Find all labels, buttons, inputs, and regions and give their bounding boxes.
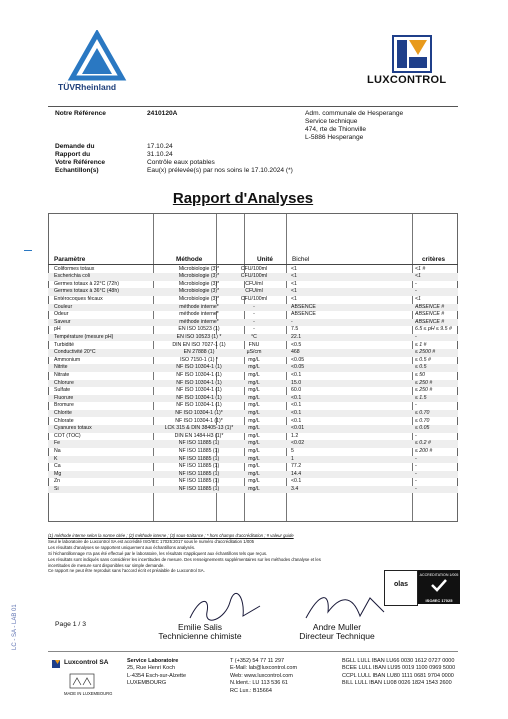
bank-line: BILL LULL IBAN LU08 0026 1824 1543 2600 bbox=[342, 680, 452, 687]
cell-value: <0.05 bbox=[291, 364, 305, 371]
table-row bbox=[48, 349, 458, 357]
cell-methode: DIN EN ISO 7027-1 (1) bbox=[172, 341, 226, 348]
cell-unite: mg/L bbox=[248, 425, 260, 432]
cell-parametre: COT (TOC) bbox=[54, 432, 81, 439]
cell-critere: ABSENCE # bbox=[415, 318, 445, 325]
olas-text: olas bbox=[393, 581, 408, 588]
cell-value: ABSENCE bbox=[291, 311, 316, 318]
cell-parametre: Zn bbox=[54, 478, 61, 485]
cell-critere: ≤ 0.2 # bbox=[415, 440, 431, 447]
accreditation-text: ACCREDITATION 1/005 bbox=[419, 573, 459, 577]
cell-critere: ≤ 1.5 bbox=[415, 394, 427, 401]
cell-parametre: Germes totaux à 22°C (72h) bbox=[54, 280, 119, 287]
cell-parametre: Conductivité 20°C bbox=[54, 349, 96, 356]
cell-methode: NF ISO 11885 (1) bbox=[178, 470, 220, 477]
cell-critere: ≤ 2500 # bbox=[415, 349, 436, 356]
bank-line: BCEE LULL IBAN LU95 0019 1100 0969 5000 bbox=[342, 665, 456, 672]
rapport-value: 31.10.24 bbox=[147, 151, 173, 158]
cell-parametre: K bbox=[54, 455, 58, 462]
cell-critere: ≤ 0.70 bbox=[415, 417, 430, 424]
cell-unite: mg/L bbox=[248, 447, 260, 454]
cell-methode: NF ISO 11885 (1) bbox=[178, 463, 220, 470]
cell-critere: - bbox=[415, 288, 417, 295]
check-icon bbox=[418, 577, 460, 593]
table-row bbox=[48, 380, 458, 388]
contact-line: Web: www.luxcontrol.com bbox=[230, 672, 293, 679]
cell-unite: CFU/ml bbox=[245, 288, 263, 295]
cell-methode: Microbiologie (3)* bbox=[178, 288, 220, 295]
cell-methode: Microbiologie (3)* bbox=[178, 280, 220, 287]
table-row bbox=[48, 342, 458, 350]
cell-methode: NF ISO 11885 (1) bbox=[178, 485, 220, 492]
echantillons-value: Eau(x) prélevée(s) par nos soins le 17.10.2024 (*) bbox=[147, 167, 293, 174]
cell-parametre: Chlorate bbox=[54, 417, 74, 424]
cell-critere: ABSENCE # bbox=[415, 311, 445, 318]
cell-critere: - bbox=[415, 455, 417, 462]
cell-critere: <1 bbox=[415, 295, 421, 302]
cell-value: 22.1 bbox=[291, 333, 302, 340]
cell-unite: mg/L bbox=[248, 364, 260, 371]
cell-value: - bbox=[291, 318, 293, 325]
cell-value: ABSENCE bbox=[291, 303, 316, 310]
notre-reference-value: 2410120A bbox=[147, 110, 178, 117]
cell-unite: mg/L bbox=[248, 440, 260, 447]
votre-reference-value: Contrôle eaux potables bbox=[147, 159, 215, 166]
cell-value: <1 bbox=[291, 265, 297, 272]
cell-critere: ≤ 250 # bbox=[415, 387, 433, 394]
table-row bbox=[48, 296, 458, 304]
cell-critere: ABSENCE # bbox=[415, 303, 445, 310]
vertical-reference: LC - SA - LAB 01 bbox=[12, 604, 18, 650]
table-row bbox=[48, 402, 458, 410]
table-row bbox=[48, 395, 458, 403]
address-line: Service technique bbox=[305, 118, 358, 125]
cell-methode: ISO 7150-1 (1) * bbox=[180, 356, 218, 363]
contact-line: RC Lux.: B15664 bbox=[230, 687, 272, 694]
table-row bbox=[48, 364, 458, 372]
cell-parametre: Coliformes totaux bbox=[54, 265, 95, 272]
cell-parametre: Sulfate bbox=[54, 387, 71, 394]
table-row bbox=[48, 266, 458, 274]
note-line: Les résultats sont indiqués sans considérer les incertitudes de mesure. Des renseignements supplémentaires sur les méthodes d'analyse et les bbox=[48, 556, 321, 562]
cell-methode: NF ISO 10304-1 (1) bbox=[176, 402, 222, 409]
table-row bbox=[48, 463, 458, 471]
signature-muller bbox=[300, 590, 390, 624]
header-methode: Méthode bbox=[176, 256, 203, 263]
cell-methode: NF ISO 11885 (1) bbox=[178, 455, 220, 462]
cell-unite: FNU bbox=[248, 341, 260, 348]
votre-reference-label: Votre Référence bbox=[55, 159, 106, 166]
cell-critere: ≤ 200 # bbox=[415, 447, 433, 454]
cell-unite: mg/L bbox=[248, 356, 260, 363]
demande-label: Demande du bbox=[55, 143, 95, 150]
cell-parametre: Fluorure bbox=[54, 394, 74, 401]
cell-methode: NF ISO 10304-1 (1) bbox=[176, 394, 222, 401]
cell-unite: mg/L bbox=[248, 402, 260, 409]
note-line: Les résultats d'analyses se rapportent uniquement aux échantillons analysés. bbox=[48, 544, 196, 550]
footer-divider bbox=[48, 651, 458, 652]
signature-salis bbox=[185, 592, 265, 624]
cell-value: <0.5 bbox=[291, 341, 302, 348]
cell-unite: mg/L bbox=[248, 478, 260, 485]
address-line: L-5886 Hesperange bbox=[305, 134, 364, 141]
cell-unite: - bbox=[253, 303, 255, 310]
cell-unite: mg/L bbox=[248, 455, 260, 462]
cell-unite: - bbox=[253, 318, 255, 325]
cell-parametre: Cyanures totaux bbox=[54, 425, 92, 432]
cell-parametre: Bromure bbox=[54, 402, 74, 409]
cell-parametre: Nitrite bbox=[54, 364, 68, 371]
lab-line: L-4354 Esch-sur-Alzette bbox=[127, 672, 186, 679]
cell-critere: 6.5 ≤ pH ≤ 9.5 # bbox=[415, 326, 452, 333]
cell-unite: CFU/100ml bbox=[240, 265, 268, 272]
cell-critere: ≤ 0.70 bbox=[415, 409, 430, 416]
table-row bbox=[48, 281, 458, 289]
table-row bbox=[48, 456, 458, 464]
table-row bbox=[48, 326, 458, 334]
table-row bbox=[48, 471, 458, 479]
cell-methode: méthode interne* bbox=[179, 303, 219, 310]
table-row bbox=[48, 304, 458, 312]
address-line: Adm. communale de Hesperange bbox=[305, 110, 404, 117]
cell-value: <0.1 bbox=[291, 417, 302, 424]
echantillons-label: Echantillon(s) bbox=[55, 167, 99, 174]
table-row bbox=[48, 357, 458, 365]
cell-value: <0.1 bbox=[291, 371, 302, 378]
table-row bbox=[48, 372, 458, 380]
header-divider bbox=[48, 106, 458, 107]
cell-methode: EN ISO 10523 (1) bbox=[178, 326, 220, 333]
table-row bbox=[48, 418, 458, 426]
cell-value: <0.1 bbox=[291, 402, 302, 409]
cell-unite: mg/L bbox=[248, 394, 260, 401]
table-row bbox=[48, 288, 458, 296]
cell-unite: mg/L bbox=[248, 379, 260, 386]
cell-methode: Microbiologie (3)* bbox=[178, 295, 220, 302]
cell-parametre: Entérocoques fécaux bbox=[54, 295, 103, 302]
cell-value: <1 bbox=[291, 280, 297, 287]
cell-unite: mg/L bbox=[248, 387, 260, 394]
demande-value: 17.10.24 bbox=[147, 143, 173, 150]
address-line: 474, rte de Thionville bbox=[305, 126, 367, 133]
table-row bbox=[48, 410, 458, 418]
cell-methode: NF ISO 10304-1 (1)* bbox=[175, 417, 223, 424]
cell-unite: mg/L bbox=[248, 432, 260, 439]
header-unite: Unité bbox=[257, 256, 273, 263]
luxcontrol-logo bbox=[392, 35, 432, 73]
cell-methode: NF ISO 11885 (1) bbox=[178, 478, 220, 485]
cell-parametre: Germes totaux à 36°C (48h) bbox=[54, 288, 119, 295]
cell-unite: - bbox=[253, 311, 255, 318]
cell-value: 1.2 bbox=[291, 432, 299, 439]
cell-unite: mg/L bbox=[248, 371, 260, 378]
signatory-name: Emilie Salis bbox=[178, 622, 222, 632]
page-number: Page 1 / 3 bbox=[55, 621, 86, 628]
cell-value: 5 bbox=[291, 447, 294, 454]
cell-methode: méthode interne* bbox=[179, 318, 219, 325]
report-title: Rapport d'Analyses bbox=[172, 190, 314, 207]
cell-value: <0.1 bbox=[291, 394, 302, 401]
cell-methode: NF ISO 11885 (1) bbox=[178, 447, 220, 454]
report-notes bbox=[48, 533, 348, 574]
cell-parametre: Na bbox=[54, 447, 61, 454]
table-row bbox=[48, 478, 458, 486]
lab-title: Service Laboratoire bbox=[127, 658, 179, 664]
cell-critere: - bbox=[415, 485, 417, 492]
cell-value: 14.4 bbox=[291, 470, 302, 477]
cell-critere: <1 # bbox=[415, 265, 426, 272]
cell-methode: EN 27888 (1) bbox=[183, 349, 215, 356]
cell-parametre: Saveur bbox=[54, 318, 71, 325]
cell-critere: - bbox=[415, 333, 417, 340]
note-line: Ce rapport ne peut être reproduit sans l'accord écrit et préalable de Luxcontrol SA. bbox=[48, 568, 205, 574]
cell-methode: NF ISO 10304-1 (1) bbox=[176, 379, 222, 386]
cell-critere: - bbox=[415, 402, 417, 409]
table-row bbox=[48, 319, 458, 327]
cell-unite: mg/L bbox=[248, 485, 260, 492]
cell-critere: - bbox=[415, 280, 417, 287]
table-row bbox=[48, 387, 458, 395]
cell-critere: - bbox=[415, 478, 417, 485]
cell-parametre: Mg bbox=[54, 470, 62, 477]
cell-value: 1 bbox=[291, 455, 294, 462]
bank-line: CCPL LULL IBAN LU80 1111 0681 9704 0000 bbox=[342, 672, 454, 679]
signatory-name: Andre Muller bbox=[312, 622, 362, 632]
cell-methode: NF ISO 10304-1 (1) bbox=[176, 371, 222, 378]
cell-unite: mg/L bbox=[248, 463, 260, 470]
cell-methode: méthode interne* bbox=[179, 311, 219, 318]
lux-brand: LUXCONTROL bbox=[367, 74, 447, 86]
recipient-address bbox=[305, 110, 403, 142]
signatory-role: Directeur Technique bbox=[299, 631, 375, 641]
cell-value: 77.2 bbox=[291, 463, 302, 470]
cell-critere: ≤ 0.05 bbox=[415, 425, 430, 432]
cell-methode: DIN EN 1484-H3 (1)* bbox=[174, 432, 224, 439]
cell-unite: CFU/100ml bbox=[240, 273, 268, 280]
cell-value: <0.01 bbox=[291, 425, 305, 432]
table-row bbox=[48, 334, 458, 342]
table-row bbox=[48, 440, 458, 448]
bank-line: BGLL LULL IBAN LU66 0030 1612 0727 0000 bbox=[342, 658, 455, 664]
contact-line: N.Ident.: LU 113 536 61 bbox=[230, 680, 288, 687]
contact-line: E-Mail: lab@luxcontrol.com bbox=[230, 665, 298, 672]
cell-unite: mg/L bbox=[248, 409, 260, 416]
cell-unite: CFU/ml bbox=[245, 280, 263, 287]
cell-value: 7.5 bbox=[291, 326, 299, 333]
lab-contact bbox=[230, 658, 297, 695]
cell-value: 3.4 bbox=[291, 485, 299, 492]
cell-methode: Microbiologie (3)* bbox=[178, 265, 220, 272]
cell-parametre: Si bbox=[54, 485, 59, 492]
table-row bbox=[48, 311, 458, 319]
rapport-label: Rapport du bbox=[55, 151, 91, 158]
cell-value: <0.1 bbox=[291, 409, 302, 416]
cell-critere: - bbox=[415, 432, 417, 439]
lab-line: LUXEMBOURG bbox=[127, 680, 167, 687]
luxcontrol-square-icon bbox=[52, 660, 60, 668]
bank-details bbox=[342, 658, 455, 688]
made-in-luxembourg-icon bbox=[68, 673, 96, 689]
lab-line: 25, Rue Henri Koch bbox=[127, 665, 175, 672]
table-row bbox=[48, 486, 458, 494]
table-row bbox=[48, 433, 458, 441]
cell-critere: ≤ 50 bbox=[415, 371, 426, 378]
cell-parametre: Odeur bbox=[54, 311, 69, 318]
tuv-brand: TÜVRheinland bbox=[58, 82, 117, 92]
accreditation-badge bbox=[418, 570, 460, 604]
made-in-text: MADE IN LUXEMBOURG bbox=[64, 691, 113, 696]
note-line: Si l'échantillonnage n'a pas été effectué par le laboratoire, les résultats s'appliquent aux échantillons tels que reçus. bbox=[48, 550, 268, 556]
header-criteres: critères bbox=[422, 256, 446, 263]
cell-methode: EN ISO 10523 (1) * bbox=[176, 333, 222, 340]
cell-critere: <1 bbox=[415, 273, 421, 280]
cell-parametre: Chlorite bbox=[54, 409, 72, 416]
cell-unite: mg/L bbox=[248, 470, 260, 477]
cell-parametre: Fe bbox=[54, 440, 61, 447]
cell-value: <1 bbox=[291, 288, 297, 295]
cell-unite: mg/L bbox=[248, 417, 260, 424]
cell-parametre: Ammonium bbox=[54, 356, 81, 363]
cell-value: 468 bbox=[291, 349, 300, 356]
cell-parametre: Température (mesure pH) bbox=[54, 333, 114, 340]
cell-parametre: Escherichia coli bbox=[54, 273, 91, 280]
signatory-role: Technicienne chimiste bbox=[158, 631, 242, 641]
table-row bbox=[48, 425, 458, 433]
cell-value: <0.1 bbox=[291, 478, 302, 485]
cell-parametre: pH bbox=[54, 326, 61, 333]
footer-company: Luxcontrol SA bbox=[64, 659, 109, 666]
cell-critere: - bbox=[415, 470, 417, 477]
cell-critere: ≤ 0.5 bbox=[415, 364, 427, 371]
cell-parametre: Nitrate bbox=[54, 371, 70, 378]
lab-address bbox=[127, 658, 186, 688]
margin-mark bbox=[24, 250, 32, 251]
cell-value: <1 bbox=[291, 295, 297, 302]
cell-parametre: Ca bbox=[54, 463, 61, 470]
note-line: incertitudes de mesure sont disponibles sur simple demande. bbox=[48, 562, 165, 568]
cell-value: 15.0 bbox=[291, 379, 302, 386]
cell-critere: ≤ 1 # bbox=[415, 341, 427, 348]
cell-critere: ≤ 0.5 # bbox=[415, 356, 431, 363]
cell-methode: NF ISO 10304-1 (1) bbox=[176, 387, 222, 394]
cell-value: <0.05 bbox=[291, 356, 305, 363]
note-line: (1) méthode interne selon la norme citée ; (2) méthode interne ; (3) sous-traitance ; * hors champs d'accréditation ; # valeur guide bbox=[48, 533, 294, 538]
table-row bbox=[48, 273, 458, 281]
cell-methode: NF ISO 10304-1 (1) bbox=[176, 364, 222, 371]
cell-methode: NF ISO 11885 (1) bbox=[178, 440, 220, 447]
cell-unite: µS/cm bbox=[246, 349, 262, 356]
cell-methode: NF ISO 10304-1 (1)* bbox=[175, 409, 223, 416]
cell-unite: - bbox=[253, 326, 255, 333]
cell-unite: °C bbox=[251, 333, 257, 340]
cell-unite: CFU/100ml bbox=[240, 295, 268, 302]
cell-critere: - bbox=[415, 463, 417, 470]
note-line: Seul le laboratoire de Luxcontrol SA est accrédité ISO/IEC 17025:2017 sous le numéro d'accréditation 1/005 bbox=[48, 538, 255, 544]
header-sample: Bichel bbox=[292, 256, 310, 263]
cell-value: <1 bbox=[291, 273, 297, 280]
header-parametre: Paramètre bbox=[54, 256, 86, 263]
cell-critere: ≤ 250 # bbox=[415, 379, 433, 386]
cell-value: 60.0 bbox=[291, 387, 302, 394]
cell-methode: LCK 315 & DIN 38405-13 (1)* bbox=[164, 425, 234, 432]
iso-text: ISO/IEC 17025 bbox=[425, 598, 453, 603]
table-row bbox=[48, 448, 458, 456]
cell-parametre: Couleur bbox=[54, 303, 73, 310]
cell-parametre: Chlorure bbox=[54, 379, 74, 386]
contact-line: T (+352) 54 77 11 297 bbox=[230, 658, 285, 664]
cell-methode: Microbiologie (3)* bbox=[178, 273, 220, 280]
notre-reference-label: Notre Référence bbox=[55, 110, 106, 117]
cell-parametre: Turbidité bbox=[54, 341, 74, 348]
cell-value: <0.02 bbox=[291, 440, 305, 447]
